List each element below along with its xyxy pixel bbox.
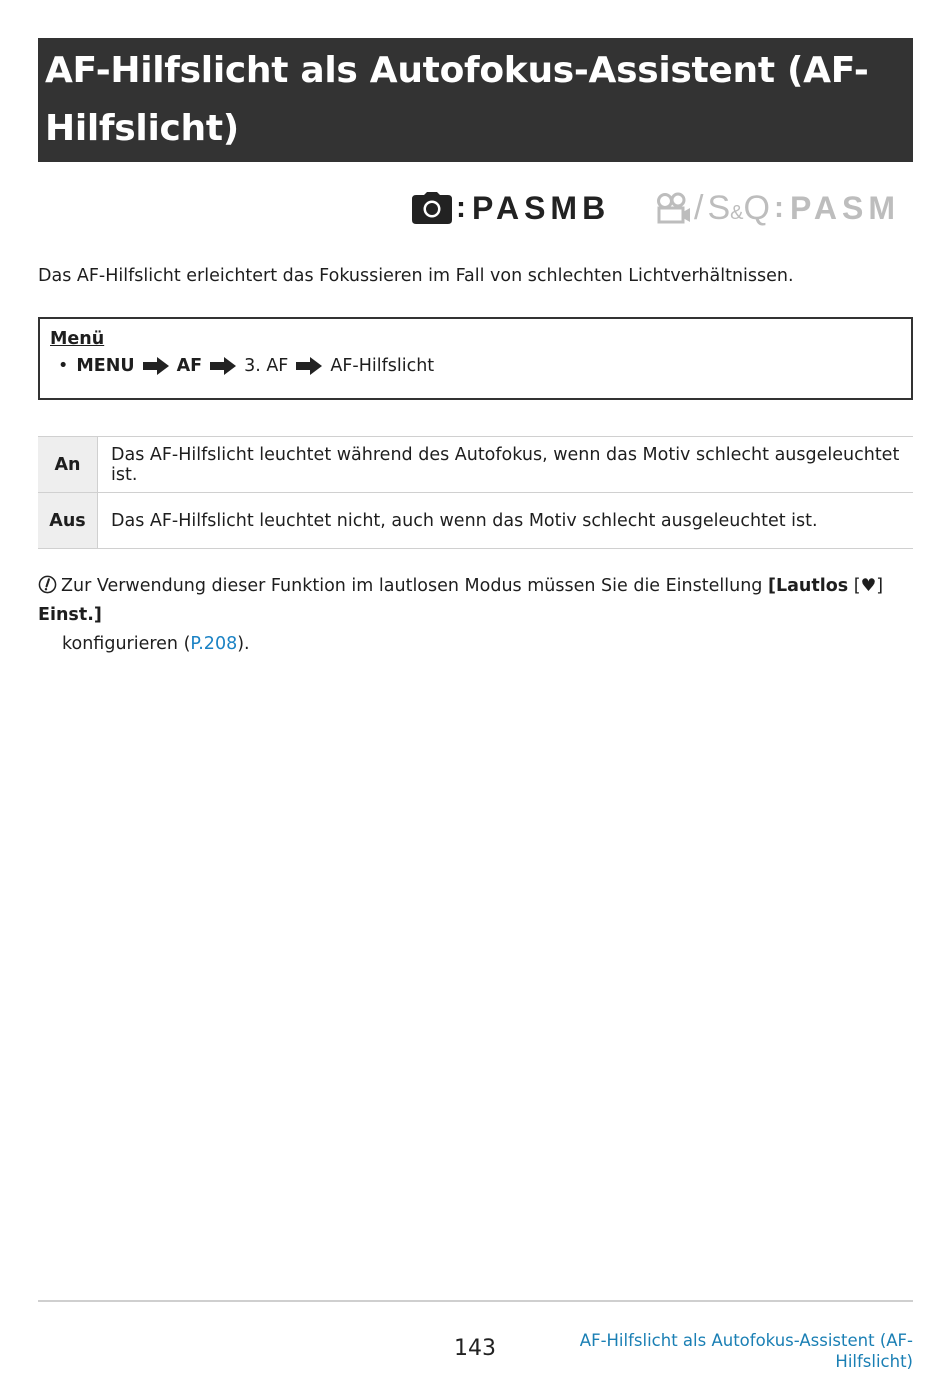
mode-separator-video: :	[773, 191, 784, 224]
options-table	[38, 436, 913, 549]
mode-slash: /	[694, 188, 704, 227]
note-text: Zur Verwendung dieser Funktion im lautlosen Modus müssen Sie die Einstellung	[61, 576, 768, 596]
shooting-modes	[0, 186, 913, 230]
sq-s: S	[707, 188, 731, 227]
intro-text: Das AF-Hilfslicht erleichtert das Fokussieren im Fall von schlechten Lichtverhältnissen.	[38, 266, 794, 286]
table-row	[38, 437, 913, 493]
footer-link-line-2[interactable]: Hilfslicht)	[835, 1352, 913, 1371]
page-link[interactable]: P.208	[190, 634, 238, 654]
arrow-right-icon	[296, 357, 322, 375]
option-description: Das AF-Hilfslicht leuchtet während des Autofokus, wenn das Motiv schlecht ausgeleuchtet ist.	[98, 437, 914, 493]
note-line-1	[38, 572, 918, 630]
sq-amp: &	[730, 201, 744, 224]
caution-note	[38, 572, 918, 659]
note-setting-close: Einst.]	[38, 605, 102, 625]
menu-path-step-4: AF-Hilfslicht	[330, 356, 435, 376]
photo-mode-letters: PASMB	[472, 190, 611, 226]
caution-icon	[38, 575, 57, 594]
menu-path-step-1: MENU	[76, 356, 135, 376]
option-key: Aus	[38, 493, 98, 549]
video-mode-letters: PASM	[789, 190, 901, 226]
camera-icon	[412, 192, 452, 224]
menu-path-step-2: AF	[176, 356, 203, 376]
movie-camera-icon	[656, 192, 692, 224]
arrow-right-icon	[143, 357, 169, 375]
menu-path-step-3: 3. AF	[244, 356, 289, 376]
page-title-bar	[38, 38, 913, 162]
menu-box	[38, 317, 913, 400]
page-title-line-1: AF-Hilfslicht als Autofokus-Assistent (AF-	[45, 50, 869, 91]
page-title	[45, 42, 905, 158]
menu-bullet: •	[58, 356, 69, 376]
footer-link-line-1[interactable]: AF-Hilfslicht als Autofokus-Assistent (AF-	[579, 1331, 913, 1350]
option-key: An	[38, 437, 98, 493]
table-row	[38, 493, 913, 549]
footer-divider	[38, 1300, 913, 1302]
mode-separator: :	[456, 191, 466, 224]
menu-heading: Menü	[50, 329, 105, 349]
sq-q: Q	[743, 188, 770, 227]
photo-modes	[412, 190, 610, 226]
sq-label	[707, 189, 769, 228]
footer-section-link[interactable]	[573, 1330, 913, 1372]
page-title-line-2: Hilfslicht)	[45, 108, 239, 149]
arrow-right-icon	[210, 357, 236, 375]
note-line2-before: konfigurieren (	[62, 634, 191, 654]
menu-path	[58, 351, 901, 381]
option-description: Das AF-Hilfslicht leuchtet nicht, auch wenn das Motiv schlecht ausgeleuchtet ist.	[98, 493, 914, 549]
page-number: 143	[454, 1336, 496, 1361]
note-setting-mid: [♥]	[848, 576, 884, 596]
note-line2-after: ).	[237, 634, 250, 654]
video-modes	[656, 190, 900, 226]
note-setting-open: [Lautlos	[767, 576, 849, 596]
note-line-2	[38, 630, 918, 659]
